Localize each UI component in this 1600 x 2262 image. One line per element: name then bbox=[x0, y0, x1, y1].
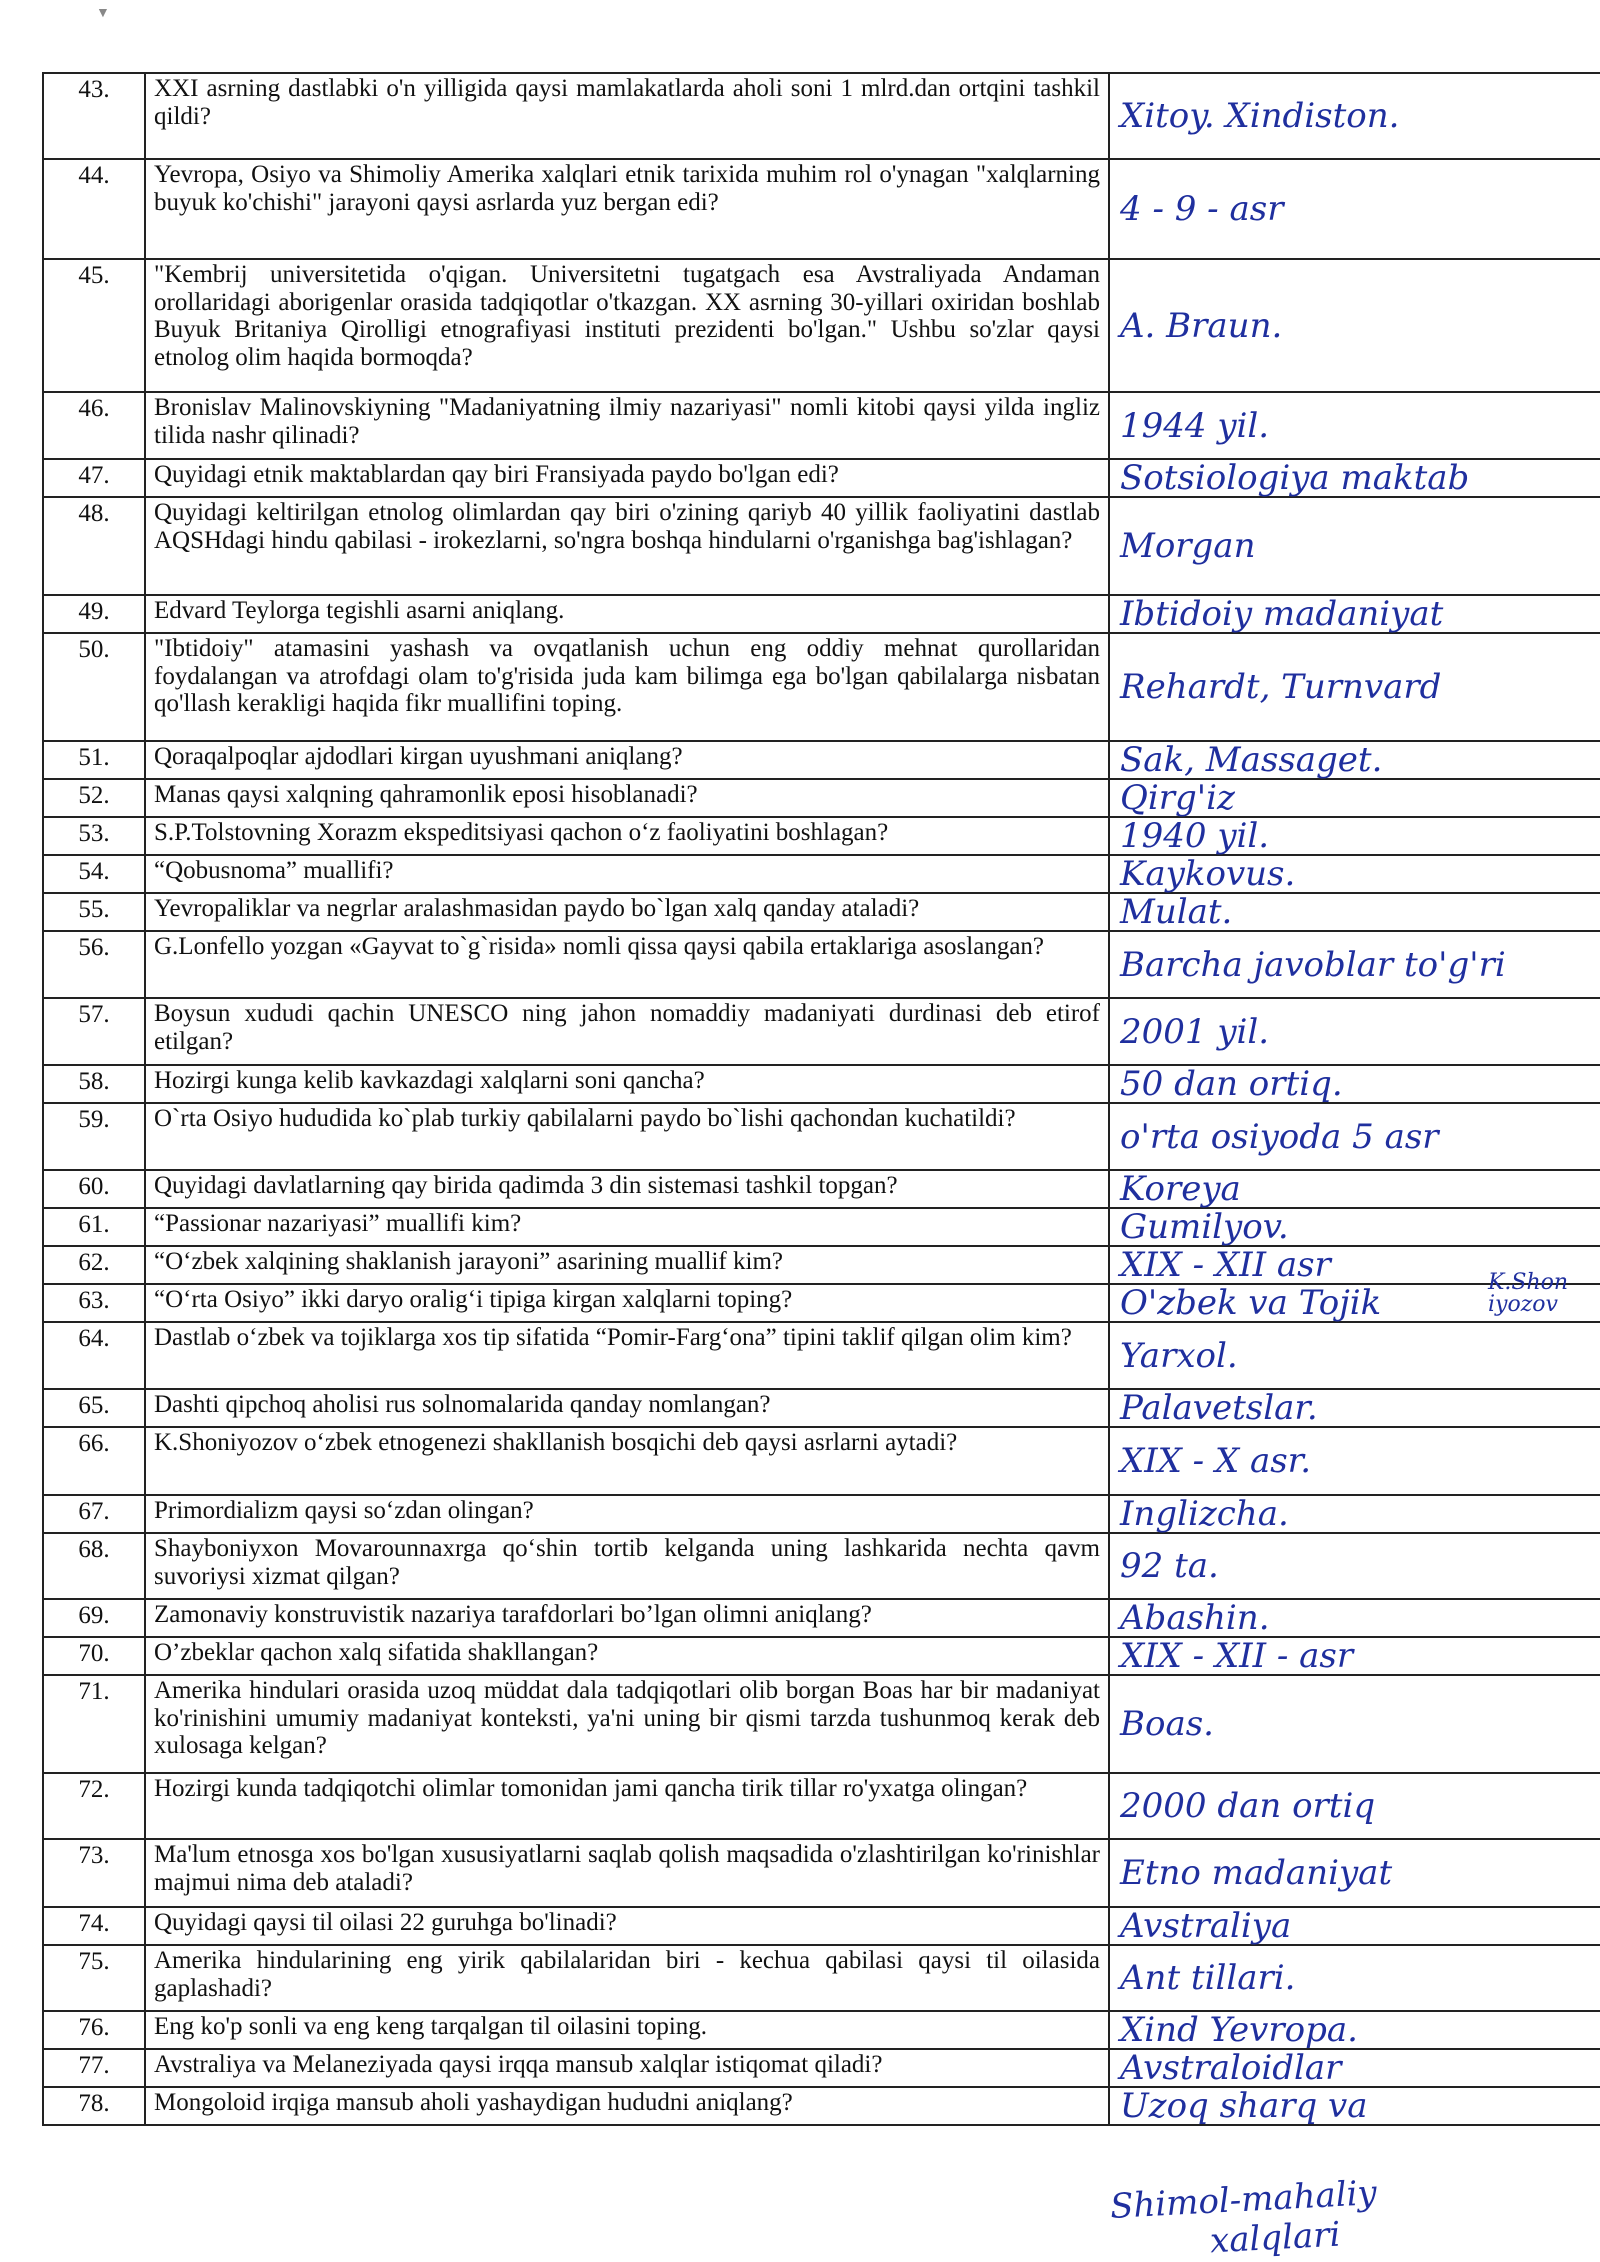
table-row bbox=[43, 998, 1600, 1065]
table-row bbox=[43, 1839, 1600, 1907]
answer-continuation-2: xalqlari bbox=[1209, 2214, 1342, 2262]
question-text: Yevropaliklar va negrlar aralashmasidan paydo bo`lgan xalq qanday ataladi? bbox=[145, 893, 1109, 931]
handwritten-answer: Boas. bbox=[1109, 1675, 1600, 1773]
question-number: 74. bbox=[43, 1907, 145, 1945]
handwritten-answer: Kaykovus. bbox=[1109, 855, 1600, 893]
question-number: 48. bbox=[43, 497, 145, 595]
table-row bbox=[43, 1284, 1600, 1322]
question-text: Primordializm qaysi so‘zdan olingan? bbox=[145, 1495, 1109, 1533]
handwritten-answer: Gumilyov. bbox=[1109, 1208, 1600, 1246]
question-number: 73. bbox=[43, 1839, 145, 1907]
table-row bbox=[43, 1246, 1600, 1284]
table-row bbox=[43, 855, 1600, 893]
question-text: K.Shoniyozov o‘zbek etnogenezi shakllanish bosqichi deb qaysi asrlarni aytadi? bbox=[145, 1427, 1109, 1495]
question-number: 76. bbox=[43, 2011, 145, 2049]
handwritten-answer: Avstraloidlar bbox=[1109, 2049, 1600, 2087]
question-number: 63. bbox=[43, 1284, 145, 1322]
question-text: Quyidagi keltirilgan etnolog olimlardan qay biri o'zining qariyb 40 yillik faoliyatini dastlab AQSHdagi hindu qabilasi - irokezlarni, so'ngra boshqa hindularni o'rganishga bag'ishlagan? bbox=[145, 497, 1109, 595]
question-text: Manas qaysi xalqning qahramonlik eposi hisoblanadi? bbox=[145, 779, 1109, 817]
table-row bbox=[43, 1945, 1600, 2011]
question-number: 45. bbox=[43, 259, 145, 392]
table-row bbox=[43, 1322, 1600, 1389]
table-row bbox=[43, 779, 1600, 817]
handwritten-answer: 2000 dan ortiq bbox=[1109, 1773, 1600, 1839]
question-text: Boysun xududi qachin UNESCO ning jahon nomaddiy madaniyati durdinasi deb etirof etilgan? bbox=[145, 998, 1109, 1065]
table-row bbox=[43, 2049, 1600, 2087]
table-row bbox=[43, 1495, 1600, 1533]
question-number: 71. bbox=[43, 1675, 145, 1773]
handwritten-answer: XIX - X asr. bbox=[1109, 1427, 1600, 1495]
table-row bbox=[43, 1065, 1600, 1103]
question-number: 51. bbox=[43, 741, 145, 779]
handwritten-answer: Rehardt, Turnvard bbox=[1109, 633, 1600, 741]
handwritten-answer: Yarxol. bbox=[1109, 1322, 1600, 1389]
question-text: Yevropa, Osiyo va Shimoliy Amerika xalqlari etnik tarixida muhim rol o'ynagan "xalqlarning buyuk ko'chishi" jarayoni qaysi asrlarda yuz bergan edi? bbox=[145, 159, 1109, 259]
table-row bbox=[43, 931, 1600, 998]
question-text: "Kembrij universitetida o'qigan. Universitetni tugatgach esa Avstraliyada Andaman orollaridagi aborigenlar orasida tadqiqotlar o'tkazgan. XX asrning 30-yillari oxiridan boshlab Buyuk Britaniya Qirolligi etnografiyasi instituti prezidenti bo'lgan." Ushbu so'zlar qaysi etnolog olim haqida bormoqda? bbox=[145, 259, 1109, 392]
handwritten-answer: Etno madaniyat bbox=[1109, 1839, 1600, 1907]
question-number: 62. bbox=[43, 1246, 145, 1284]
question-number: 59. bbox=[43, 1103, 145, 1170]
handwritten-answer: Sak, Massaget. bbox=[1109, 741, 1600, 779]
table-row bbox=[43, 1675, 1600, 1773]
question-number: 64. bbox=[43, 1322, 145, 1389]
question-number: 56. bbox=[43, 931, 145, 998]
table-row bbox=[43, 1103, 1600, 1170]
question-text: Hozirgi kunda tadqiqotchi olimlar tomonidan jami qancha tirik tillar ro'yxatga olingan? bbox=[145, 1773, 1109, 1839]
question-text: Dastlab o‘zbek va tojiklarga xos tip sifatida “Pomir-Farg‘ona” tipini taklif qilgan olim kim? bbox=[145, 1322, 1109, 1389]
handwritten-answer: Sotsiologiya maktab bbox=[1109, 459, 1600, 497]
handwritten-answer: 1944 yil. bbox=[1109, 392, 1600, 459]
question-number: 52. bbox=[43, 779, 145, 817]
question-text: “Qobusnoma” muallifi? bbox=[145, 855, 1109, 893]
handwritten-answer: Mulat. bbox=[1109, 893, 1600, 931]
table-row bbox=[43, 1773, 1600, 1839]
scan-mark: ▼ bbox=[96, 6, 110, 21]
question-number: 72. bbox=[43, 1773, 145, 1839]
handwritten-answer: Abashin. bbox=[1109, 1599, 1600, 1637]
table-row bbox=[43, 893, 1600, 931]
question-text: XXI asrning dastlabki o'n yilligida qaysi mamlakatlarda aholi soni 1 mlrd.dan ortqini tashkil qildi? bbox=[145, 73, 1109, 159]
question-text: Quyidagi qaysi til oilasi 22 guruhga bo'linadi? bbox=[145, 1907, 1109, 1945]
table-row bbox=[43, 1427, 1600, 1495]
question-number: 55. bbox=[43, 893, 145, 931]
handwritten-answer: Qirg'iz bbox=[1109, 779, 1600, 817]
question-text: S.P.Tolstovning Xorazm ekspeditsiyasi qachon o‘z faoliyatini boshlagan? bbox=[145, 817, 1109, 855]
handwritten-answer: Palavetslar. bbox=[1109, 1389, 1600, 1427]
question-text: Quyidagi davlatlarning qay birida qadimda 3 din sistemasi tashkil topgan? bbox=[145, 1170, 1109, 1208]
question-text: Edvard Teylorga tegishli asarni aniqlang. bbox=[145, 595, 1109, 633]
question-text: Hozirgi kunga kelib kavkazdagi xalqlarni soni qancha? bbox=[145, 1065, 1109, 1103]
handwritten-answer: Inglizcha. bbox=[1109, 1495, 1600, 1533]
handwritten-answer: Xind Yevropa. bbox=[1109, 2011, 1600, 2049]
table-row bbox=[43, 817, 1600, 855]
handwritten-answer: 50 dan ortiq. bbox=[1109, 1065, 1600, 1103]
question-number: 44. bbox=[43, 159, 145, 259]
question-text: Bronislav Malinovskiyning "Madaniyatning ilmiy nazariyasi" nomli kitobi qaysi yilda ingliz tilida nashr qilinadi? bbox=[145, 392, 1109, 459]
question-text: Zamonaviy konstruvistik nazariya tarafdorlari bo’lgan olimni aniqlang? bbox=[145, 1599, 1109, 1637]
table-row bbox=[43, 1907, 1600, 1945]
question-text: O’zbeklar qachon xalq sifatida shakllangan? bbox=[145, 1637, 1109, 1675]
handwritten-answer: Xitoy. Xindiston. bbox=[1109, 73, 1600, 159]
question-text: Ma'lum etnosga xos bo'lgan xususiyatlarni saqlab qolish maqsadida o'zlashtirilgan ko'rinishlar majmui nima deb ataladi? bbox=[145, 1839, 1109, 1907]
table-row bbox=[43, 73, 1600, 159]
table-row bbox=[43, 459, 1600, 497]
question-number: 60. bbox=[43, 1170, 145, 1208]
handwritten-answer: Uzoq sharq va bbox=[1109, 2087, 1600, 2125]
handwritten-answer: Ant tillari. bbox=[1109, 1945, 1600, 2011]
question-number: 57. bbox=[43, 998, 145, 1065]
table-row bbox=[43, 259, 1600, 392]
question-number: 46. bbox=[43, 392, 145, 459]
question-text: Shayboniyxon Movarounnaxrga qo‘shin tortib kelganda uning lashkarida nechta qavm suvoriysi xizmat qilgan? bbox=[145, 1533, 1109, 1599]
table-row bbox=[43, 741, 1600, 779]
question-number: 78. bbox=[43, 2087, 145, 2125]
question-text: “O‘zbek xalqining shaklanish jarayoni” asarining muallif kim? bbox=[145, 1246, 1109, 1284]
handwritten-answer: XIX - XII asr bbox=[1109, 1246, 1600, 1284]
question-text: Qoraqalpoqlar ajdodlari kirgan uyushmani aniqlang? bbox=[145, 741, 1109, 779]
table-row bbox=[43, 1389, 1600, 1427]
question-number: 75. bbox=[43, 1945, 145, 2011]
question-text: "Ibtidoiy" atamasini yashash va ovqatlanish uchun eng oddiy mehnat qurollaridan foydalangan va atrofdagi olam to'g'risida juda kam bilimga ega bo'lgan qabilalarga nisbatan qo'llash kerakligi haqida fikr muallifini toping. bbox=[145, 633, 1109, 741]
question-text: Eng ko'p sonli va eng keng tarqalgan til oilasini toping. bbox=[145, 2011, 1109, 2049]
handwritten-answer: Barcha javoblar to'g'ri bbox=[1109, 931, 1600, 998]
table-row bbox=[43, 159, 1600, 259]
question-text: Amerika hindularining eng yirik qabilalaridan biri - kechua qabilasi qaysi til oilasida gaplashadi? bbox=[145, 1945, 1109, 2011]
question-table bbox=[42, 72, 1600, 2126]
table-row bbox=[43, 392, 1600, 459]
table-row bbox=[43, 2087, 1600, 2125]
question-number: 68. bbox=[43, 1533, 145, 1599]
question-text: Mongoloid irqiga mansub aholi yashaydigan hududni aniqlang? bbox=[145, 2087, 1109, 2125]
question-number: 58. bbox=[43, 1065, 145, 1103]
question-text: Amerika hindulari orasida uzoq müddat dala tadqiqotlari olib borgan Boas har bir madaniyat ko'rinishini umumiy madaniyat konteksti, ya'ni uning bir qismi tarzda tushunmoq kerak deb xulosaga kelgan? bbox=[145, 1675, 1109, 1773]
table-row bbox=[43, 497, 1600, 595]
table-row bbox=[43, 1637, 1600, 1675]
question-number: 49. bbox=[43, 595, 145, 633]
handwritten-answer: Morgan bbox=[1109, 497, 1600, 595]
question-text: Quyidagi etnik maktablardan qay biri Fransiyada paydo bo'lgan edi? bbox=[145, 459, 1109, 497]
question-text: “O‘rta Osiyo” ikki daryo oralig‘i tipiga kirgan xalqlarni toping? bbox=[145, 1284, 1109, 1322]
table-row bbox=[43, 2011, 1600, 2049]
question-text: O`rta Osiyo hududida ko`plab turkiy qabilalarni paydo bo`lishi qachondan kuchatildi? bbox=[145, 1103, 1109, 1170]
handwritten-answer: 2001 yil. bbox=[1109, 998, 1600, 1065]
question-text: Avstraliya va Melaneziyada qaysi irqqa mansub xalqlar istiqomat qiladi? bbox=[145, 2049, 1109, 2087]
table-row bbox=[43, 1533, 1600, 1599]
handwritten-answer: o'rta osiyoda 5 asr bbox=[1109, 1103, 1600, 1170]
question-text: Dashti qipchoq aholisi rus solnomalarida qanday nomlangan? bbox=[145, 1389, 1109, 1427]
handwritten-answer: Ibtidoiy madaniyat bbox=[1109, 595, 1600, 633]
handwritten-answer: Avstraliya bbox=[1109, 1907, 1600, 1945]
handwritten-answer: XIX - XII - asr bbox=[1109, 1637, 1600, 1675]
question-number: 43. bbox=[43, 73, 145, 159]
margin-note: K.Shon iyozov bbox=[1488, 1270, 1569, 1317]
question-text: G.Lonfello yozgan «Gayvat to`g`risida» nomli qissa qaysi qabila ertaklariga asoslangan? bbox=[145, 931, 1109, 998]
handwritten-answer: Koreya bbox=[1109, 1170, 1600, 1208]
table-row bbox=[43, 1170, 1600, 1208]
question-number: 50. bbox=[43, 633, 145, 741]
question-number: 77. bbox=[43, 2049, 145, 2087]
table-row bbox=[43, 1208, 1600, 1246]
table-row bbox=[43, 633, 1600, 741]
question-number: 67. bbox=[43, 1495, 145, 1533]
table-row bbox=[43, 1599, 1600, 1637]
handwritten-answer: 1940 yil. bbox=[1109, 817, 1600, 855]
question-number: 54. bbox=[43, 855, 145, 893]
question-number: 47. bbox=[43, 459, 145, 497]
question-number: 65. bbox=[43, 1389, 145, 1427]
question-number: 66. bbox=[43, 1427, 145, 1495]
question-text: “Passionar nazariyasi” muallifi kim? bbox=[145, 1208, 1109, 1246]
handwritten-answer: A. Braun. bbox=[1109, 259, 1600, 392]
handwritten-answer: 4 - 9 - asr bbox=[1109, 159, 1600, 259]
table-row bbox=[43, 595, 1600, 633]
question-number: 61. bbox=[43, 1208, 145, 1246]
answer-continuation-1: Shimol-mahaliy bbox=[1109, 2173, 1378, 2227]
handwritten-answer: O'zbek va Tojik bbox=[1109, 1284, 1600, 1322]
question-number: 70. bbox=[43, 1637, 145, 1675]
question-number: 53. bbox=[43, 817, 145, 855]
handwritten-answer: 92 ta. bbox=[1109, 1533, 1600, 1599]
question-number: 69. bbox=[43, 1599, 145, 1637]
